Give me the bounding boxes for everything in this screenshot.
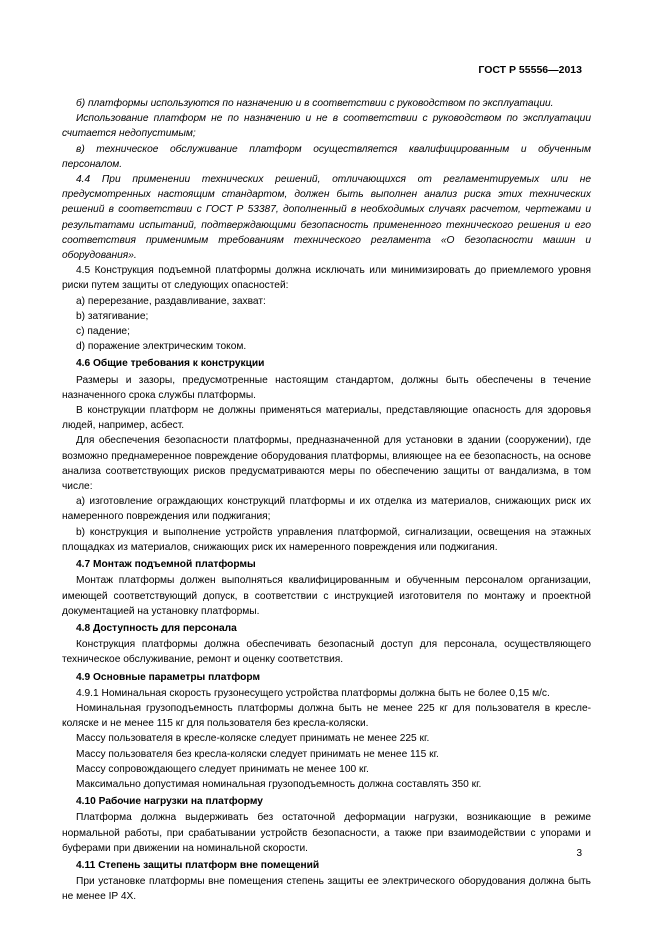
paragraph-4-5: 4.5 Конструкция подъемной платформы должна исключать или минимизировать до приемлемого уровня риски путем защиты от следующих опасностей: (62, 265, 591, 292)
paragraph-mass-wheelchair: Массу пользователя в кресле-коляске следует принимать не менее 225 кг. (76, 733, 430, 745)
paragraph-personnel-access: Конструкция платформы должна обеспечивать безопасный доступ для персонала, осуществляющего техническое обслуживание, ремонт и оценку соответствия. (62, 639, 591, 666)
page-number: 3 (576, 848, 582, 859)
paragraph-vandalism: Для обеспечения безопасности платформы, предназначенной для установки в здании (сооружении), где возможно преднамеренное повреждение оборудования платформы, влияющее на ее безопасность, на основе анализа соответствующих рисков предусматриваются меры по обеспечению защиты от вандализма, в том числе: (62, 435, 591, 493)
paragraph-ip-protection: При установке платформы вне помещения степень защиты ее электрического оборудования должна быть не менее IP 4X. (62, 876, 591, 903)
paragraph-b-usage: б) платформы используются по назначению и в соответствии с руководством по эксплуатации. (76, 98, 554, 109)
paragraph-vandalism-a: a) изготовление ограждающих конструкций платформы и их отделка из материалов, снижающих риск их намеренного повреждения или поджигания; (62, 496, 591, 523)
paragraph-mass-no-wheelchair: Массу пользователя без кресла-коляски следует принимать не менее 115 кг. (76, 748, 439, 760)
paragraph-materials: В конструкции платформ не должны применяться материалы, представляющие опасность для здоровья людей, например, асбест. (62, 405, 591, 432)
paragraph-v-maintenance: в) техническое обслуживание платформ осуществляется квалифицированным и обученным персоналом. (62, 143, 591, 170)
paragraph-dimensions: Размеры и зазоры, предусмотренные настоящим стандартом, должны быть обеспечены в течение назначенного срока службы платформы. (62, 374, 591, 401)
section-heading-4-6: 4.6 Общие требования к конструкции (76, 358, 265, 370)
paragraph-vandalism-b: b) конструкция и выполнение устройств управления платформой, сигнализации, освещения на этажных площадках из материалов, снижающих риск их намеренного повреждения или поджигания. (62, 526, 591, 553)
paragraph-loads: Платформа должна выдерживать без остаточной деформации нагрузки, возникающие в режиме нормальной работы, при срабатывании устройств безопасности, а также при взаимодействии с упорами и буферами при движении на номинальной скорости. (62, 812, 591, 854)
paragraph-4-4: 4.4 При применении технических решений, отличающихся от регламентируемых или не предусмотренных настоящим стандартом, должен быть выполнен анализ риска этих технических решений в соответствии с ГОСТ Р 53387, дополненный в необходимых случаях расчетом, чертежами и результатами испытаний, подтверждающими безопасность примененного технического решения и его соответствия применимым требованиям технического регламента «О безопасности машин и оборудования». (62, 174, 591, 262)
section-heading-4-10: 4.10 Рабочие нагрузки на платформу (76, 796, 263, 808)
list-item-hazard-b: b) затягивание; (76, 310, 149, 322)
paragraph-misuse: Использование платформ не по назначению и не в соответствии с руководством по эксплуатации считается недопустимым; (62, 113, 591, 140)
document-code-header: ГОСТ Р 55556—2013 (478, 64, 582, 76)
section-heading-4-11: 4.11 Степень защиты платформ вне помещений (76, 859, 320, 871)
list-item-hazard-a: a) перерезание, раздавливание, захват: (76, 295, 266, 307)
list-item-hazard-c: c) падение; (76, 326, 130, 338)
paragraph-max-capacity: Максимально допустимая номинальная грузоподъемность должна составлять 350 кг. (76, 778, 482, 790)
paragraph-mass-companion: Массу сопровождающего следует принимать не менее 100 кг. (76, 763, 369, 775)
document-body (62, 96, 591, 905)
section-heading-4-9: 4.9 Основные параметры платформ (76, 671, 260, 683)
section-heading-4-8: 4.8 Доступность для персонала (76, 622, 237, 634)
list-item-hazard-d: d) поражение электрическим током. (76, 341, 247, 353)
section-heading-4-7: 4.7 Монтаж подъемной платформы (76, 559, 256, 571)
paragraph-capacity: Номинальная грузоподъемность платформы должна быть не менее 225 кг для пользователя в кресле-коляске и не менее 115 кг для пользователя без кресла-коляски. (62, 702, 591, 730)
paragraph-4-9-1: 4.9.1 Номинальная скорость грузонесущего устройства платформы должна быть не более 0,15 м/с. (76, 687, 550, 699)
paragraph-installation: Монтаж платформы должен выполняться квалифицированным и обученным персоналом организации, имеющей соответствующий допуск, в соответствии с инструкцией изготовителя по монтажу и проектной документацией на установку платформы. (62, 575, 591, 617)
